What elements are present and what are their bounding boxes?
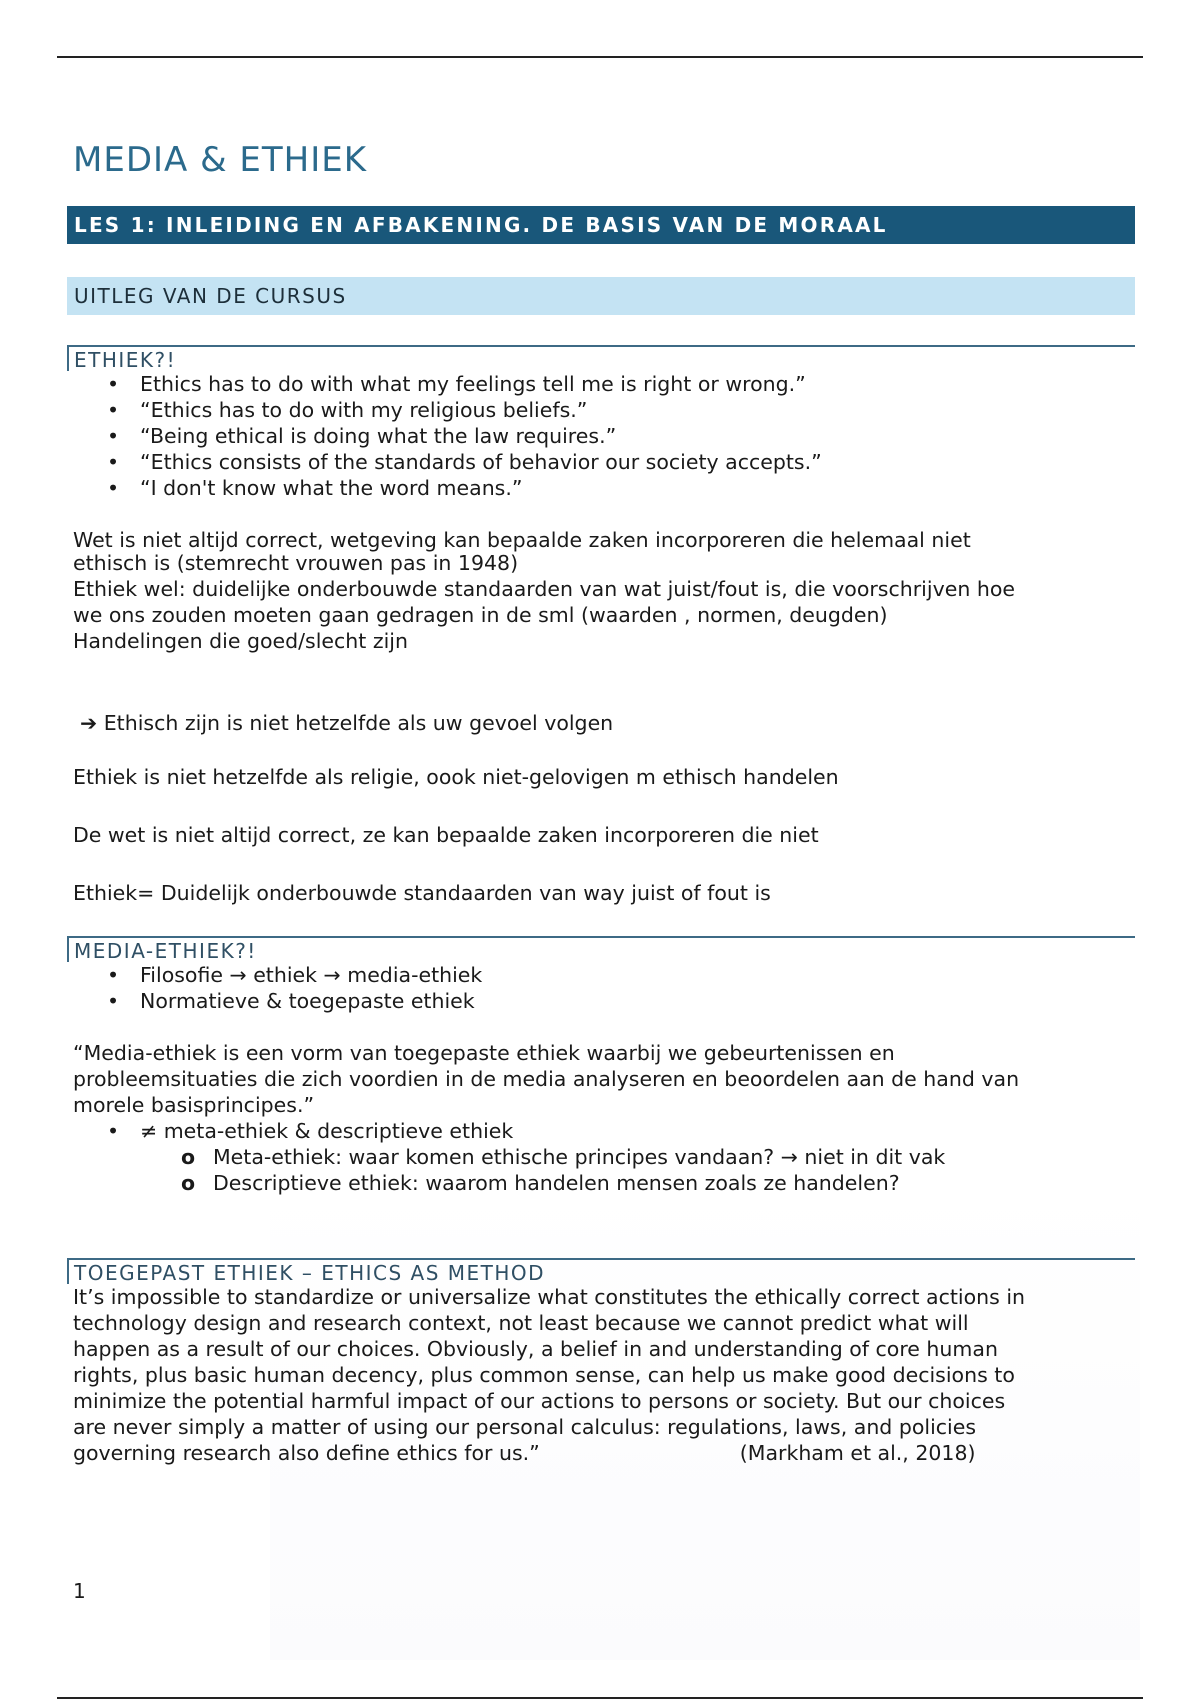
bullet-icon: • xyxy=(107,398,120,422)
section-heading-uitleg: UITLEG VAN DE CURSUS xyxy=(67,277,1135,315)
sub-bullet-icon: o xyxy=(181,1171,196,1195)
document-page xyxy=(67,140,1135,1466)
wet-paragraph: Wet is niet altijd correct, wetgeving kan bepaalde zaken incorporeren die helemaal niet ethisch is (stemrecht vrouwen pas in 1948) Ethiek wel: duidelijke onderbouwde standaarden van wat juist/fout is, die voorschrijven hoe we ons zouden moeten gaan gedragen in de sml (waarden , normen, deugden) Handelingen die goed/slecht zijn xyxy=(73,528,1015,653)
list-item: • ≠ meta-ethiek & descriptieve ethiek xyxy=(107,1119,514,1143)
list-item: • “I don't know what the word means.” xyxy=(107,476,523,500)
list-item: • Normatieve & toegepaste ethiek xyxy=(107,989,475,1013)
list-item: • “Being ethical is doing what the law requires.” xyxy=(107,424,617,448)
heading-media-ethiek: MEDIA-ETHIEK?! xyxy=(67,936,1135,962)
document-title: MEDIA & ETHIEK xyxy=(73,140,368,180)
media-ethiek-list xyxy=(67,962,1135,1014)
arrow-statement: ➔ Ethisch zijn is niet hetzelfde als uw gevoel volgen xyxy=(80,711,614,735)
ethics-as-method-quote: It’s impossible to standardize or universalize what constitutes the ethically correct actions in technology design and research context, not least because we cannot predict what will happen as a result of our choices. Obviously, a belief in and understanding of core human rights, plus basic human decency, plus common sense, can help us make good decisions to minimize the potential harmful impact of our actions to persons or society. But our choices are never simply a matter of using our personal calculus: regulations, laws, and policies xyxy=(73,1285,1026,1439)
sub-bullet-icon: o xyxy=(181,1145,196,1169)
bullet-icon: • xyxy=(107,476,120,500)
definitie-line: Ethiek= Duidelijk onderbouwde standaarden van way juist of fout is xyxy=(73,881,771,905)
list-item: o Meta-ethiek: waar komen ethische principes vandaan? → niet in dit vak xyxy=(181,1145,946,1169)
heading-ethiek: ETHIEK?! xyxy=(67,345,1135,371)
meta-ethiek-sublist xyxy=(67,1144,1135,1196)
wet-line: De wet is niet altijd correct, ze kan bepaalde zaken incorporeren die niet xyxy=(73,823,819,847)
bullet-icon: • xyxy=(107,450,120,474)
heading-toegepast-ethiek: TOEGEPAST ETHIEK – ETHICS AS METHOD xyxy=(67,1258,1135,1284)
footer-rule xyxy=(57,1697,1143,1699)
meta-ethiek-list xyxy=(67,1118,1135,1144)
bullet-icon: • xyxy=(107,963,120,987)
header-rule xyxy=(57,56,1143,58)
bullet-icon: • xyxy=(107,989,120,1013)
arrow-right-icon: ➔ xyxy=(80,711,98,735)
religie-line: Ethiek is niet hetzelfde als religie, oook niet-gelovigen m ethisch handelen xyxy=(73,765,839,789)
page-number: 1 xyxy=(73,1579,86,1603)
bullet-icon: • xyxy=(107,372,120,396)
ethiek-quotes-list xyxy=(67,371,1135,501)
list-item: • Ethics has to do with what my feelings tell me is right or wrong.” xyxy=(107,372,806,396)
citation: (Markham et al., 2018) xyxy=(739,1441,976,1465)
lesson-heading: LES 1: INLEIDING EN AFBAKENING. DE BASIS VAN DE MORAAL xyxy=(67,206,1135,244)
quote-last-line: governing research also define ethics for us.” (Markham et al., 2018) xyxy=(73,1441,976,1465)
bullet-icon: • xyxy=(107,1119,120,1143)
media-ethiek-quote: “Media-ethiek is een vorm van toegepaste ethiek waarbij we gebeurtenissen en probleemsituaties die zich voordien in de media analyseren en beoordelen aan de hand van morele basisprincipes.” xyxy=(73,1041,1020,1117)
list-item: o Descriptieve ethiek: waarom handelen mensen zoals ze handelen? xyxy=(181,1171,900,1195)
bullet-icon: • xyxy=(107,424,120,448)
list-item: • “Ethics consists of the standards of behavior our society accepts.” xyxy=(107,450,822,474)
list-item: • “Ethics has to do with my religious beliefs.” xyxy=(107,398,588,422)
list-item: • Filosofie → ethiek → media-ethiek xyxy=(107,963,483,987)
